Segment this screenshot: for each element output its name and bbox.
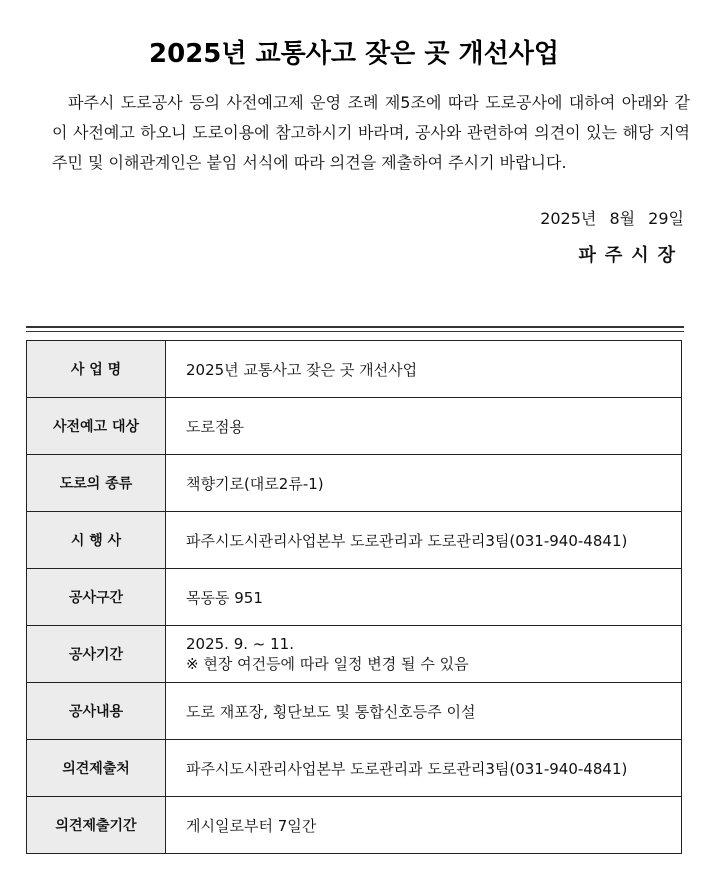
- table-row: [27, 740, 682, 797]
- row-label-submission-period: 의견제출기간: [27, 797, 166, 854]
- row-value-notice-target: 도로점용: [166, 398, 682, 455]
- table-row: [27, 683, 682, 740]
- notice-paragraph-text: 파주시 도로공사 등의 사전예고제 운영 조례 제5조에 따라 도로공사에 대하여 아래와 같이 사전예고 하오니 도로이용에 참고하시기 바라며, 공사와 관련하여 의견이 있는 해당 지역 주민 및 이해관계인은 붙임 서식에 따라 의견을 제출하여 주시기 바랍니다.: [52, 93, 690, 172]
- row-value-project-name: 2025년 교통사고 잦은 곳 개선사업: [166, 341, 682, 398]
- row-value-period: [166, 626, 682, 683]
- table-row: [27, 512, 682, 569]
- row-value-submission-period: 게시일로부터 7일간: [166, 797, 682, 854]
- row-value-submission-office: 파주시도시관리사업본부 도로관리과 도로관리3팀(031-940-4841): [166, 740, 682, 797]
- notice-date: 2025년 8월 29일: [540, 209, 684, 228]
- period-note: ※ 현장 여건등에 따라 일정 변경 될 수 있음: [186, 654, 469, 673]
- table-row: [27, 341, 682, 398]
- row-label-submission-office: 의견제출처: [27, 740, 166, 797]
- row-label-period: 공사기간: [27, 626, 166, 683]
- notice-paragraph: [52, 88, 690, 178]
- divider-thin: [26, 331, 684, 332]
- row-label-operator: 시 행 사: [27, 512, 166, 569]
- divider-thick: [26, 326, 684, 328]
- row-value-work-content: 도로 재포장, 횡단보도 및 통합신호등주 이설: [166, 683, 682, 740]
- row-label-road-type: 도로의 종류: [27, 455, 166, 512]
- row-label-project-name: 사 업 명: [27, 341, 166, 398]
- row-label-work-content: 공사내용: [27, 683, 166, 740]
- row-value-operator: 파주시도시관리사업본부 도로관리과 도로관리3팀(031-940-4841): [166, 512, 682, 569]
- table-row: [27, 455, 682, 512]
- notice-title: 2025년 교통사고 잦은 곳 개선사업: [149, 39, 559, 69]
- notice-signer: 파주시장: [578, 245, 684, 266]
- row-value-section: 목동동 951: [166, 569, 682, 626]
- row-label-section: 공사구간: [27, 569, 166, 626]
- info-table: [26, 340, 682, 854]
- row-label-notice-target: 사전예고 대상: [27, 398, 166, 455]
- table-row: [27, 797, 682, 854]
- table-row: [27, 626, 682, 683]
- table-row: [27, 398, 682, 455]
- row-value-road-type: 책향기로(대로2류-1): [166, 455, 682, 512]
- period-dates: 2025. 9. ~ 11.: [186, 634, 294, 653]
- table-row: [27, 569, 682, 626]
